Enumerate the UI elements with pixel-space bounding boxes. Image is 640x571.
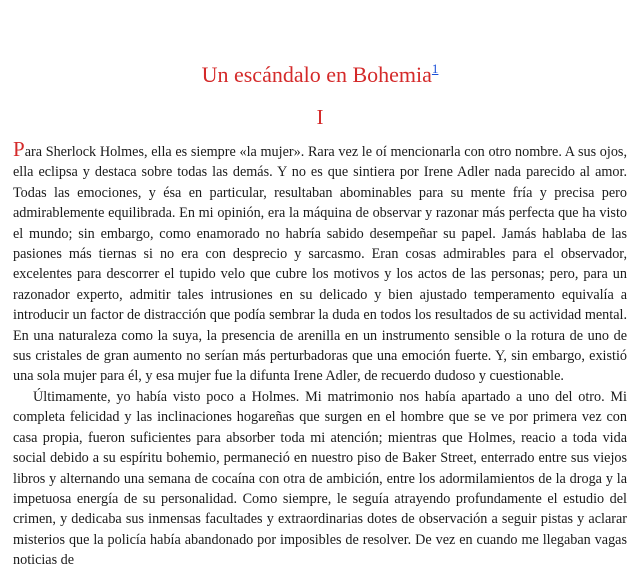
body-text (13, 137, 627, 571)
story-title (0, 54, 640, 90)
paragraph-1-text: ara Sherlock Holmes, ella es siempre «la mujer». Rara vez le oí mencionarla con otro nombre. A sus ojos, ella eclipsa y destaca sobre todas las demás. Y no es que sintiera por Irene Adler nada parecido al amor. Todas las emociones, y ésa en particular, resultaban abominables para su mente fría y precisa pero admirablemente equilibrada. En mi opinión, era la máquina de observar y razonar más perfecta que ha visto el mundo; sin embargo, como enamorado no habría sabido desempeñar su papel. Jamás hablaba de las pasiones más tiernas si no era con desprecio y sarcasmo. Eran cosas admirables para el observador, excelentes para descorrer el tupido velo que cubre los motivos y los actos de las personas; pero, para un razonador experto, admitir tales intrusiones en su delicado y bien ajustado temperamento equivalía a introducir un factor de distracción que podía sembrar la duda en todos los resultados de su actividad mental. En una naturaleza como la suya, la presencia de arenilla en un instrumento sensible o la rotura de uno de sus cristales de gran aumento no serían más perturbadoras que una emoción fuerte. Y, sin embargo, existió una sola mujer para él, y esa mujer fue la difunta Irene Adler, de recuerdo dudoso y cuestionable. (13, 144, 627, 385)
paragraph-2: Últimamente, yo había visto poco a Holmes. Mi matrimonio nos había apartado a uno del otro. Mi completa felicidad y las inclinaciones hogareñas que surgen en el hombre que se ve por primera vez con casa propia, fueron suficientes para absorber toda mi atención; mientras que Holmes, reacio a toda vida social debido a su espíritu bohemio, permaneció en nuestro piso de Baker Street, enterrado entre sus viejos libros y alternando una semana de cocaína con otra de ambición, entre los adormilamientos de la droga y la impetuosa energía de su personalidad. Como siempre, le seguía atrayendo profundamente el estudio del crimen, y dedicaba sus inmensas facultades y extraordinarias dotes de observación a seguir pistas y aclarar misterios que la policía había abandonado por imposibles de resolver. De vez en cuando me llegaban vagas noticias de (13, 388, 627, 569)
chapter-number: I (316, 105, 324, 129)
footnote-link[interactable]: 1 (431, 61, 439, 76)
story-title-text: Un escándalo en Bohemia (201, 62, 432, 87)
footnote-marker (432, 61, 439, 76)
drop-cap: P (13, 137, 25, 161)
paragraph-1 (13, 137, 627, 387)
